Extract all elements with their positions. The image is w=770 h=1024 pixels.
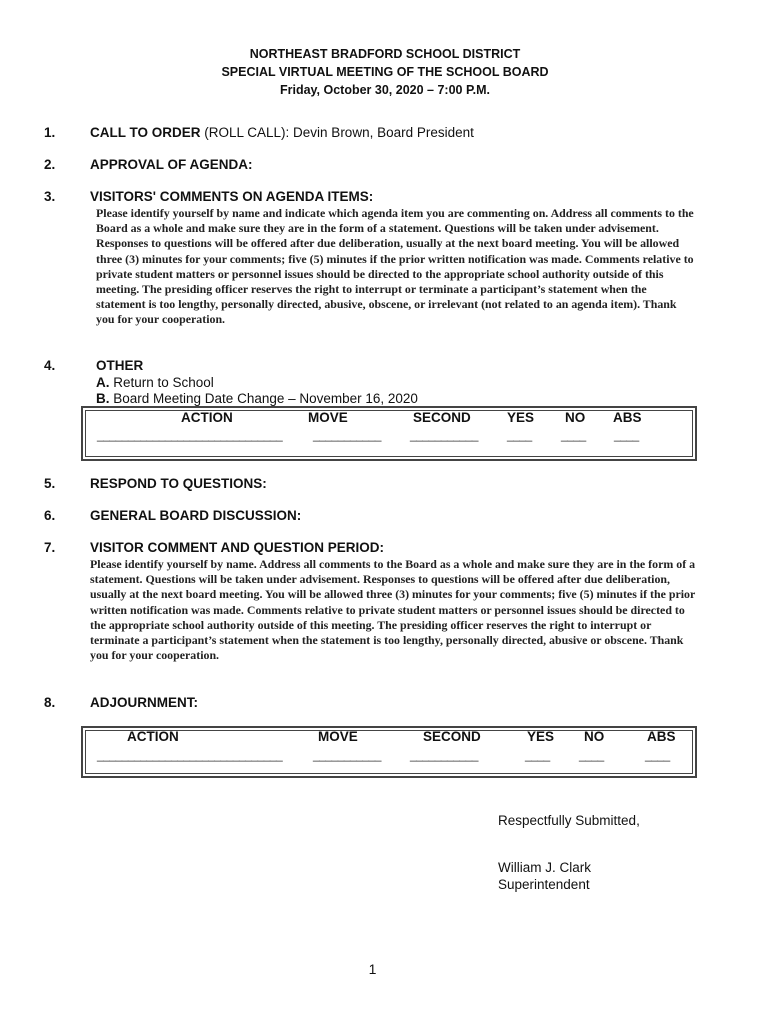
col-no: NO	[565, 410, 586, 425]
item-title: ADJOURNMENT:	[90, 695, 198, 710]
item-number: 7.	[44, 540, 56, 555]
col-abs: ABS	[647, 729, 676, 744]
meeting-date: Friday, October 30, 2020 – 7:00 P.M.	[279, 83, 491, 97]
col-action: ACTION	[181, 410, 233, 425]
blank-abs: ____	[645, 748, 670, 762]
district-title: NORTHEAST BRADFORD SCHOOL DISTRICT	[249, 47, 521, 61]
sub-item-date-change: B. Board Meeting Date Change – November 16, 2020	[96, 391, 418, 406]
item-adjournment	[90, 695, 198, 710]
col-yes: YES	[527, 729, 555, 744]
item-general-board-discussion	[90, 508, 301, 523]
item-number: 5.	[44, 476, 56, 491]
col-second: SECOND	[413, 410, 471, 425]
item-number: 1.	[44, 125, 56, 140]
blank-action: ______________________________	[97, 748, 283, 762]
item-number: 3.	[44, 189, 56, 204]
blank-abs: ____	[614, 428, 639, 442]
blank-no: ____	[579, 748, 604, 762]
item-title: VISITORS' COMMENTS ON AGENDA ITEMS:	[90, 189, 374, 204]
item-other	[96, 358, 143, 373]
col-move: MOVE	[318, 729, 358, 744]
item-approval-of-agenda	[90, 157, 253, 172]
blank-second: ___________	[410, 428, 478, 442]
blank-move: ___________	[313, 428, 381, 442]
item-number: 8.	[44, 695, 56, 710]
item-number: 4.	[44, 358, 56, 373]
blank-yes: ____	[507, 428, 532, 442]
col-no: NO	[584, 729, 605, 744]
meeting-title: SPECIAL VIRTUAL MEETING OF THE SCHOOL BOARD	[221, 65, 549, 79]
item-title: RESPOND TO QUESTIONS:	[90, 476, 267, 491]
item-title: CALL TO ORDER	[90, 125, 201, 140]
col-action: ACTION	[127, 729, 179, 744]
blank-no: ____	[561, 428, 586, 442]
item-title: GENERAL BOARD DISCUSSION:	[90, 508, 302, 523]
visitor-comment-period-text: Please identify yourself by name. Address all comments to the Board as a whole and make sure they are in the form of a statement. Questions will be taken under advisement. Responses to questions will be offered after due deliberation, usually at the next board meeting. You will be allowed three (3) minutes for your comments; five (5) minutes if the prior written notification was made. Comments relative to private student matters or personnel issues should be directed to the appropriate school authority outside of this meeting. The presiding officer reserves the right to interrupt or terminate a participant’s statement when the statement is too lengthy, personally directed, abusive or obscene. Thank you for your cooperation.	[90, 557, 696, 663]
roll-call-text: (ROLL CALL): Devin Brown, Board President	[200, 125, 474, 140]
item-visitors-comments	[90, 189, 373, 204]
col-yes: YES	[507, 410, 535, 425]
blank-yes: ____	[525, 748, 550, 762]
item-number: 2.	[44, 157, 56, 172]
signer-name: William J. Clark	[498, 860, 591, 875]
visitors-comments-text: Please identify yourself by name and indicate which agenda item you are commenting on. Address all comments to the Board as a whole and make sure they are in the form of a statement. Questions will be taken under advisement. Responses to questions will be offered after due deliberation, usually at the next board meeting. You will be allowed three (3) minutes for your comments; five (5) minutes if the prior written notification was made. Comments relative to private student matters or personnel issues should be directed to the appropriate school authority outside of this meeting. The presiding officer reserves the right to interrupt or terminate a participant’s statement when the statement is too lengthy, personally directed, abusive, obscene, or irrelevant (not related to an agenda item). Thank you for your cooperation.	[96, 206, 694, 327]
sub-item-return-to-school: A. Return to School	[96, 375, 214, 390]
col-second: SECOND	[423, 729, 481, 744]
blank-second: ___________	[410, 748, 478, 762]
item-number: 6.	[44, 508, 56, 523]
item-visitor-comment-period	[90, 540, 384, 555]
blank-move: ___________	[313, 748, 381, 762]
closing: Respectfully Submitted,	[498, 813, 640, 828]
item-title: VISITOR COMMENT AND QUESTION PERIOD:	[90, 540, 385, 555]
item-call-to-order	[90, 125, 474, 140]
col-abs: ABS	[613, 410, 642, 425]
col-move: MOVE	[308, 410, 348, 425]
item-title: APPROVAL OF AGENDA:	[90, 157, 253, 172]
page-number: 1	[368, 961, 377, 977]
item-respond-to-questions	[90, 476, 267, 491]
signer-role: Superintendent	[498, 877, 590, 892]
blank-action: ______________________________	[97, 428, 283, 442]
item-title: OTHER	[96, 358, 144, 373]
